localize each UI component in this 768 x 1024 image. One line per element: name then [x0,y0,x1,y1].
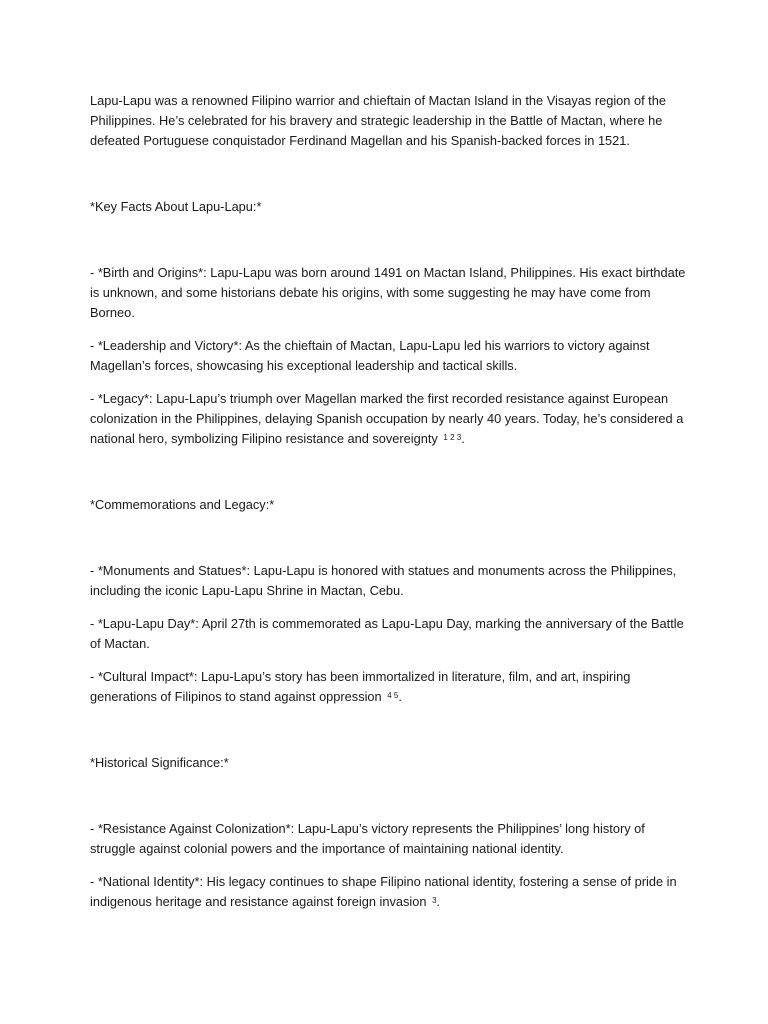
document-body [90,91,690,912]
citation-refs: 1 2 3 [443,433,462,442]
period: . [436,894,441,909]
commemorations-heading: *Commemorations and Legacy:* [90,497,275,512]
commemoration-day [90,614,690,654]
commemoration-monuments [90,561,690,601]
key-fact-legacy [90,389,690,449]
citation-refs: 4 5 [387,691,399,700]
key-fact-leadership [90,336,690,376]
key-fact-legacy-text: - *Legacy*: Lapu-Lapu’s triumph over Magellan marked the first recorded resistance against European colonization in the Philippines, delaying Spanish occupation by nearly 40 years. Today, he’s considered a national hero, symbolizing Filipino resistance and sovereignty [90,391,684,446]
key-facts-heading: *Key Facts About Lapu-Lapu:* [90,199,262,214]
key-fact-birth [90,263,690,323]
commemoration-day-text: - *Lapu-Lapu Day*: April 27th is commemorated as Lapu-Lapu Day, marking the anniversary of the Battle of Mactan. [90,616,684,651]
commemoration-cultural-impact-text: - *Cultural Impact*: Lapu-Lapu’s story has been immortalized in literature, film, and art, inspiring generations of Filipinos to stand against oppression [90,669,631,704]
citation-refs: 3 [432,896,437,905]
commemoration-monuments-text: - *Monuments and Statues*: Lapu-Lapu is honored with statues and monuments across the Philippines, including the iconic Lapu-Lapu Shrine in Mactan, Cebu. [90,563,677,598]
key-fact-birth-text: - *Birth and Origins*: Lapu-Lapu was born around 1491 on Mactan Island, Philippines. His exact birthdate is unknown, and some historians debate his origins, with some suggesting he may have come from Borneo. [90,265,686,320]
significance-heading: *Historical Significance:* [90,755,229,770]
period: . [461,431,465,446]
significance-national-identity-text: - *National Identity*: His legacy continues to shape Filipino national identity, fostering a sense of pride in indigenous heritage and resistance against foreign invasion [90,874,677,909]
key-fact-leadership-text: - *Leadership and Victory*: As the chieftain of Mactan, Lapu-Lapu led his warriors to victory against Magellan’s forces, showcasing his exceptional leadership and tactical skills. [90,338,650,373]
significance-resistance [90,819,690,859]
intro-paragraph: Lapu-Lapu was a renowned Filipino warrior and chieftain of Mactan Island in the Visayas region of the Philippines. He’s celebrated for his bravery and strategic leadership in the Battle of Mactan, where he defeated Portuguese conquistador Ferdinand Magellan and his Spanish-backed forces in 1521. [90,93,666,148]
significance-resistance-text: - *Resistance Against Colonization*: Lapu-Lapu’s victory represents the Philippines’ long history of struggle against colonial powers and the importance of maintaining national identity. [90,821,645,856]
commemoration-cultural-impact [90,667,690,707]
significance-national-identity [90,872,690,912]
period: . [398,689,402,704]
